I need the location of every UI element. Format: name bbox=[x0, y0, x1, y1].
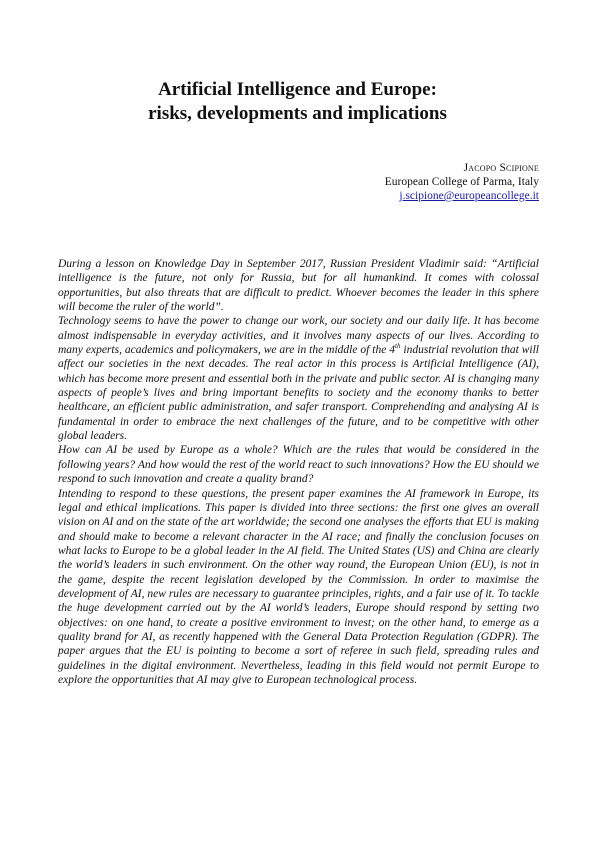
abstract-paragraph-1: During a lesson on Knowledge Day in September 2017, Russian President Vladimir said: “Artificial intelligence is the future, not only for Russia, but for all humankind. It comes with colossal opportunities, but also threats that are difficult to predict. Whoever becomes the leader in this sphere will become the ruler of the world”. bbox=[58, 258, 539, 314]
abstract-paragraph-4: Intending to respond to these questions, the present paper examines the AI framework in Europe, its legal and ethical implications. This paper is divided into three sections: the first one gives an overall vision on AI and on the state of the art worldwide; the second one analyses the efforts that EU is making and should make to become a relevant character in the AI race; and finally the conclusion focuses on what lacks to Europe to be a global leader in the AI field. The United States (US) and China are clearly the world’s leaders in such environment. On the other way round, the European Union (EU), is not in the game, despite the recent legislation developed by the Commission. In order to maximise the development of AI, new rules are necessary to guarantee principles, rights, and a fair use of it. To tackle the huge development carried out by the AI world’s leaders, Europe should respond by setting two objectives: on one hand, to create a positive environment to invest; on the other hand, to emerge as a quality brand for AI, as recently happened with the General Data Protection Regulation (GDPR). The paper argues that the EU is pointing to become a sort of referee in such field, spreading rules and guidelines in the digital environment. Nevertheless, leading in this field would not permit Europe to explore the opportunities that AI may give to European technological process. bbox=[58, 487, 539, 686]
paper-title-line-2: risks, developments and implications bbox=[148, 103, 447, 124]
abstract-paragraph-2 bbox=[58, 314, 539, 443]
abstract-paragraph-2-part-b: industrial revolution that will affect our societies in the next decades. The real actor in this process is Artificial Intelligence (AI), which has become more present and essential both in the private and public sector. AI is changing many aspects of people’s lives and bring important benefits to society and the economy thanks to better healthcare, an efficient public administration, and safer transport. Comprehending and analysing AI is fundamental in order to embrace the next challenges of the future, and to be competitive with other global leaders. bbox=[58, 344, 539, 443]
author-name: Jacopo Scipione bbox=[463, 162, 539, 174]
ordinal-suffix: th bbox=[395, 342, 401, 351]
author-block bbox=[385, 161, 539, 203]
paper-title bbox=[0, 78, 595, 126]
abstract bbox=[58, 257, 539, 687]
author-affiliation: European College of Parma, Italy bbox=[384, 176, 539, 188]
paper-title-line-1: Artificial Intelligence and Europe: bbox=[158, 79, 437, 100]
abstract-paragraph-3: How can AI be used by Europe as a whole? Which are the rules that would be considered in the following years? And how would the rest of the world react to such innovations? How the EU should we respond to such innovation and create a quality brand? bbox=[58, 444, 539, 486]
author-email-link[interactable]: j.scipione@europeancollege.it bbox=[399, 190, 539, 202]
abstract-paragraph-2-part-a: Technology seems to have the power to change our work, our society and our daily life. It has become almost indispensable in everyday activities, and it involves many aspects of our lives. According to many experts, academics and policymakers, we are in the middle of the 4 bbox=[58, 315, 539, 357]
